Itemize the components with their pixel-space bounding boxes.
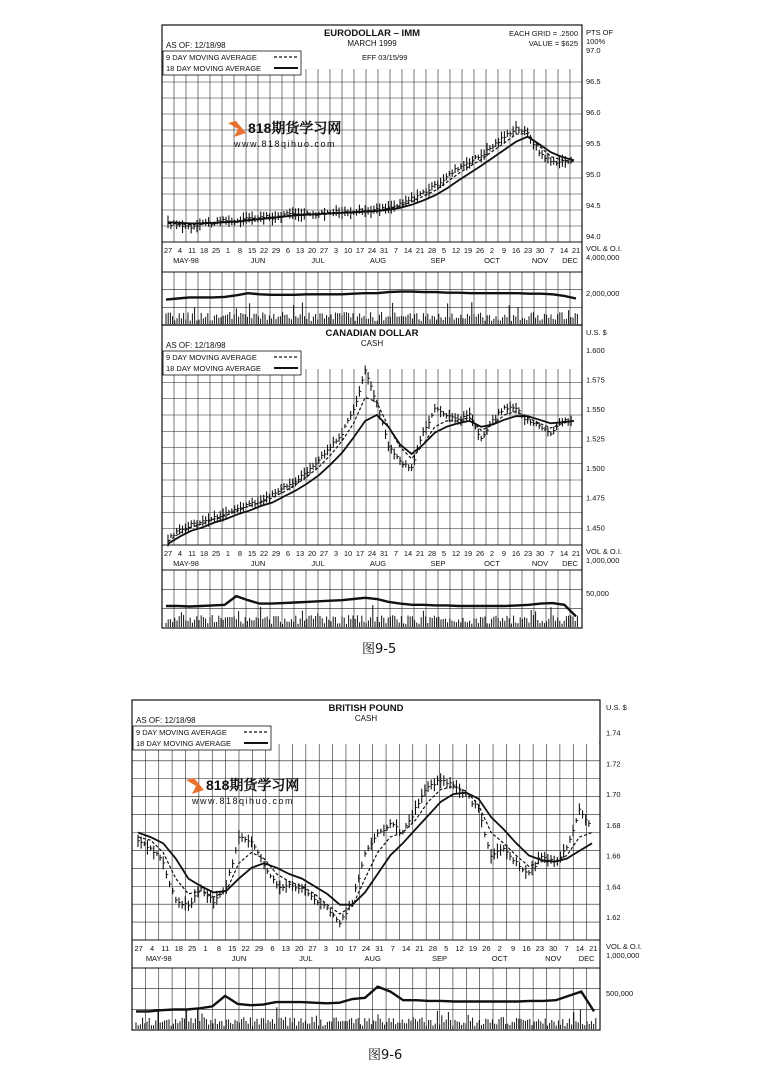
watermark-logo-icon bbox=[186, 778, 204, 794]
x-tick-label: 7 bbox=[393, 246, 399, 255]
x-tick-label: 8 bbox=[237, 549, 243, 558]
x-tick-label: 21 bbox=[415, 549, 425, 558]
x-tick-label: 21 bbox=[415, 246, 425, 255]
vol-tick-label: 2,000,000 bbox=[586, 288, 620, 298]
x-tick-label: 27 bbox=[134, 944, 143, 953]
x-tick-label: 23 bbox=[523, 549, 533, 558]
x-tick-label: 22 bbox=[241, 944, 250, 953]
x-tick-label: 25 bbox=[187, 944, 197, 953]
grid-note: VALUE = $625 bbox=[528, 39, 578, 48]
watermark-url: www.818qihuo.com bbox=[234, 139, 337, 149]
y-tick-label: 94.0 bbox=[586, 231, 601, 241]
x-month-label: JUL bbox=[311, 559, 325, 568]
y-tick-label: 1.68 bbox=[606, 820, 621, 830]
x-month-label: OCT bbox=[491, 954, 508, 963]
eff-label: EFF 03/15/99 bbox=[362, 53, 408, 62]
x-tick-label: 10 bbox=[343, 246, 353, 255]
watermark-1 bbox=[228, 120, 341, 149]
vol-tick-label: 4,000,000 bbox=[586, 253, 620, 262]
y-tick-label: 95.0 bbox=[586, 169, 601, 179]
x-tick-label: 14 bbox=[403, 246, 413, 255]
x-month-label: NOV bbox=[545, 954, 562, 963]
x-month-label: MAY-98 bbox=[173, 256, 199, 265]
watermark-url: www.818qihuo.com bbox=[192, 796, 295, 806]
legend-label: 9 DAY MOVING AVERAGE bbox=[136, 728, 227, 737]
x-tick-label: 15 bbox=[228, 944, 237, 953]
x-tick-label: 5 bbox=[441, 549, 447, 558]
x-tick-label: 29 bbox=[271, 246, 281, 255]
x-tick-label: 14 bbox=[575, 944, 585, 953]
x-tick-label: 6 bbox=[285, 246, 291, 255]
x-tick-label: 12 bbox=[451, 549, 461, 558]
legend-label: 9 DAY MOVING AVERAGE bbox=[166, 53, 257, 62]
x-tick-label: 19 bbox=[463, 246, 473, 255]
x-month-label: JUL bbox=[299, 954, 313, 963]
x-tick-label: 15 bbox=[247, 246, 257, 255]
x-month-label: MAY-98 bbox=[173, 559, 199, 568]
x-tick-label: 31 bbox=[379, 246, 389, 255]
y-tick-label: 1.550 bbox=[586, 405, 605, 415]
open-interest-line bbox=[166, 292, 576, 300]
y-tick-label: 1.500 bbox=[586, 464, 605, 474]
legend-label: 18 DAY MOVING AVERAGE bbox=[166, 364, 262, 373]
y-tick-label: 94.5 bbox=[586, 200, 601, 210]
x-tick-label: 1 bbox=[225, 549, 231, 558]
chart-title: CANADIAN DOLLAR bbox=[325, 328, 419, 339]
vol-tick-label: 500,000 bbox=[606, 988, 634, 998]
x-tick-label: 14 bbox=[401, 944, 411, 953]
x-month-label: MAY-98 bbox=[145, 954, 172, 963]
x-tick-label: 23 bbox=[523, 246, 533, 255]
x-tick-label: 21 bbox=[571, 246, 581, 255]
x-tick-label: 29 bbox=[254, 944, 264, 953]
x-tick-label: 9 bbox=[501, 549, 507, 558]
x-tick-label: 3 bbox=[323, 944, 328, 953]
chart-subtitle: CASH bbox=[360, 339, 384, 348]
vol-label: VOL & O.I. bbox=[606, 942, 642, 951]
x-tick-label: 8 bbox=[237, 246, 243, 255]
x-tick-label: 16 bbox=[522, 944, 531, 953]
x-tick-label: 7 bbox=[549, 549, 555, 558]
open-interest-line bbox=[166, 596, 576, 616]
x-month-label: NOV bbox=[531, 559, 549, 568]
x-tick-label: 27 bbox=[319, 246, 329, 255]
y-tick-label: 1.70 bbox=[606, 790, 621, 800]
open-interest-line bbox=[136, 987, 594, 1012]
x-tick-label: 2 bbox=[497, 944, 502, 953]
x-month-label: AUG bbox=[364, 954, 381, 963]
y-axis-label: U.S. $ bbox=[606, 703, 627, 712]
x-tick-label: 14 bbox=[559, 549, 569, 558]
x-tick-label: 27 bbox=[163, 246, 173, 255]
watermark-text: 818期货学习网 bbox=[248, 120, 342, 136]
legend-label: 9 DAY MOVING AVERAGE bbox=[166, 353, 257, 362]
x-tick-label: 19 bbox=[463, 549, 473, 558]
x-tick-label: 27 bbox=[308, 944, 317, 953]
x-tick-label: 4 bbox=[177, 549, 183, 558]
chart-3 bbox=[132, 700, 600, 1030]
x-tick-label: 28 bbox=[427, 549, 437, 558]
x-month-label: AUG bbox=[369, 559, 387, 568]
y-tick-label: 1.74 bbox=[606, 728, 621, 738]
x-tick-label: 20 bbox=[307, 246, 317, 255]
x-tick-label: 22 bbox=[259, 549, 269, 558]
y-tick-label: 1.72 bbox=[606, 759, 621, 769]
x-tick-label: 4 bbox=[149, 944, 155, 953]
x-tick-label: 26 bbox=[482, 944, 491, 953]
x-tick-label: 5 bbox=[444, 944, 449, 953]
x-tick-label: 18 bbox=[199, 549, 209, 558]
x-month-label: OCT bbox=[484, 559, 500, 568]
x-tick-label: 7 bbox=[549, 246, 555, 255]
x-tick-label: 5 bbox=[441, 246, 447, 255]
x-month-label: DEC bbox=[562, 256, 578, 265]
x-tick-label: 24 bbox=[367, 246, 377, 255]
x-tick-label: 21 bbox=[571, 549, 581, 558]
x-tick-label: 26 bbox=[475, 246, 485, 255]
x-tick-label: 3 bbox=[333, 246, 339, 255]
x-tick-label: 14 bbox=[559, 246, 569, 255]
legend-label: 18 DAY MOVING AVERAGE bbox=[136, 739, 232, 748]
figure-caption-1: 图9-5 bbox=[362, 642, 397, 657]
legend-label: 18 DAY MOVING AVERAGE bbox=[166, 64, 262, 73]
y-tick-label: 96.5 bbox=[586, 76, 601, 86]
x-tick-label: 30 bbox=[535, 549, 545, 558]
watermark-2 bbox=[186, 777, 299, 806]
chart-title: EURODOLLAR – IMM bbox=[323, 28, 421, 39]
vol-tick-label: 1,000,000 bbox=[606, 951, 640, 960]
x-tick-label: 10 bbox=[335, 944, 344, 953]
x-tick-label: 6 bbox=[270, 944, 275, 953]
x-tick-label: 3 bbox=[333, 549, 339, 558]
x-tick-label: 21 bbox=[589, 944, 598, 953]
y-tick-label: 1.66 bbox=[606, 851, 621, 861]
vol-label: VOL & O.I. bbox=[586, 547, 622, 556]
x-tick-label: 11 bbox=[161, 944, 170, 953]
x-tick-label: 18 bbox=[174, 944, 183, 953]
x-month-label: DEC bbox=[562, 559, 578, 568]
x-tick-label: 25 bbox=[211, 549, 221, 558]
x-tick-label: 26 bbox=[475, 549, 485, 558]
y-tick-label: 1.64 bbox=[606, 882, 621, 892]
vol-tick-label: 50,000 bbox=[586, 589, 609, 599]
y-axis-label: 100% bbox=[586, 37, 606, 46]
x-tick-label: 9 bbox=[510, 944, 516, 953]
x-tick-label: 12 bbox=[455, 944, 464, 953]
x-tick-label: 18 bbox=[199, 246, 209, 255]
x-tick-label: 14 bbox=[403, 549, 413, 558]
x-tick-label: 17 bbox=[348, 944, 357, 953]
y-tick-label: 1.525 bbox=[586, 434, 605, 444]
y-tick-label: 1.575 bbox=[586, 375, 605, 385]
x-tick-label: 19 bbox=[468, 944, 478, 953]
x-month-label: SEP bbox=[432, 954, 448, 963]
x-month-label: NOV bbox=[531, 256, 549, 265]
x-tick-label: 28 bbox=[428, 944, 438, 953]
chart-subtitle: MARCH 1999 bbox=[347, 39, 397, 48]
x-tick-label: 6 bbox=[285, 549, 291, 558]
x-month-label: SEP bbox=[430, 559, 446, 568]
x-tick-label: 11 bbox=[188, 549, 196, 558]
y-axis-label: U.S. $ bbox=[586, 328, 607, 337]
y-tick-label: 1.450 bbox=[586, 523, 605, 533]
x-tick-label: 12 bbox=[451, 246, 461, 255]
x-month-label: DEC bbox=[578, 954, 595, 963]
as-of-label: AS OF: 12/18/98 bbox=[166, 41, 226, 50]
vol-label: VOL & O.I. bbox=[586, 244, 622, 253]
chart-title: BRITISH POUND bbox=[328, 703, 404, 714]
x-tick-label: 7 bbox=[390, 944, 395, 953]
x-tick-label: 20 bbox=[307, 549, 317, 558]
x-tick-label: 9 bbox=[501, 246, 507, 255]
vol-tick-label: 1,000,000 bbox=[586, 556, 620, 565]
x-tick-label: 30 bbox=[549, 944, 558, 953]
x-tick-label: 16 bbox=[511, 549, 521, 558]
grid-note: EACH GRID = .2500 bbox=[509, 29, 578, 38]
y-tick-label: 1.62 bbox=[606, 912, 621, 922]
chart-subtitle: CASH bbox=[354, 714, 378, 723]
x-tick-label: 1 bbox=[225, 246, 231, 255]
x-tick-label: 15 bbox=[247, 549, 257, 558]
x-tick-label: 17 bbox=[355, 246, 365, 255]
x-tick-label: 13 bbox=[295, 246, 305, 255]
as-of-label: AS OF: 12/18/98 bbox=[136, 716, 196, 725]
x-tick-label: 24 bbox=[361, 944, 371, 953]
x-tick-label: 1 bbox=[203, 944, 208, 953]
y-tick-label: 1.600 bbox=[586, 346, 605, 355]
x-month-label: JUN bbox=[231, 954, 247, 963]
ma18-line bbox=[138, 793, 592, 905]
ma18-line bbox=[168, 415, 574, 544]
y-axis-label: PTS OF bbox=[586, 28, 614, 37]
x-month-label: JUN bbox=[250, 559, 266, 568]
x-tick-label: 2 bbox=[489, 549, 495, 558]
x-tick-label: 30 bbox=[535, 246, 545, 255]
y-tick-label: 1.475 bbox=[586, 493, 605, 503]
x-tick-label: 20 bbox=[294, 944, 304, 953]
x-tick-label: 8 bbox=[216, 944, 222, 953]
x-tick-label: 17 bbox=[355, 549, 365, 558]
x-month-label: JUL bbox=[311, 256, 325, 265]
x-tick-label: 10 bbox=[343, 549, 353, 558]
x-tick-label: 23 bbox=[535, 944, 545, 953]
y-tick-label: 97.0 bbox=[586, 46, 601, 55]
x-tick-label: 25 bbox=[211, 246, 221, 255]
x-month-label: AUG bbox=[369, 256, 387, 265]
x-tick-label: 13 bbox=[295, 549, 305, 558]
y-tick-label: 96.0 bbox=[586, 107, 601, 117]
x-tick-label: 13 bbox=[281, 944, 290, 953]
as-of-label: AS OF: 12/18/98 bbox=[166, 341, 226, 350]
x-tick-label: 24 bbox=[367, 549, 377, 558]
x-tick-label: 31 bbox=[375, 944, 384, 953]
x-tick-label: 29 bbox=[271, 549, 281, 558]
x-tick-label: 27 bbox=[319, 549, 329, 558]
x-tick-label: 2 bbox=[489, 246, 495, 255]
x-month-label: SEP bbox=[430, 256, 446, 265]
x-month-label: OCT bbox=[484, 256, 500, 265]
x-tick-label: 11 bbox=[188, 246, 196, 255]
x-tick-label: 4 bbox=[177, 246, 183, 255]
x-tick-label: 16 bbox=[511, 246, 521, 255]
x-tick-label: 21 bbox=[415, 944, 424, 953]
x-tick-label: 31 bbox=[379, 549, 389, 558]
x-month-label: JUN bbox=[250, 256, 266, 265]
figure-caption-2: 图9-6 bbox=[368, 1048, 403, 1063]
x-tick-label: 28 bbox=[427, 246, 437, 255]
x-tick-label: 7 bbox=[393, 549, 399, 558]
x-tick-label: 27 bbox=[163, 549, 173, 558]
y-tick-label: 95.5 bbox=[586, 138, 601, 148]
watermark-text: 818期货学习网 bbox=[206, 777, 300, 793]
watermark-logo-icon bbox=[228, 121, 246, 137]
x-tick-label: 22 bbox=[259, 246, 269, 255]
x-tick-label: 7 bbox=[564, 944, 569, 953]
